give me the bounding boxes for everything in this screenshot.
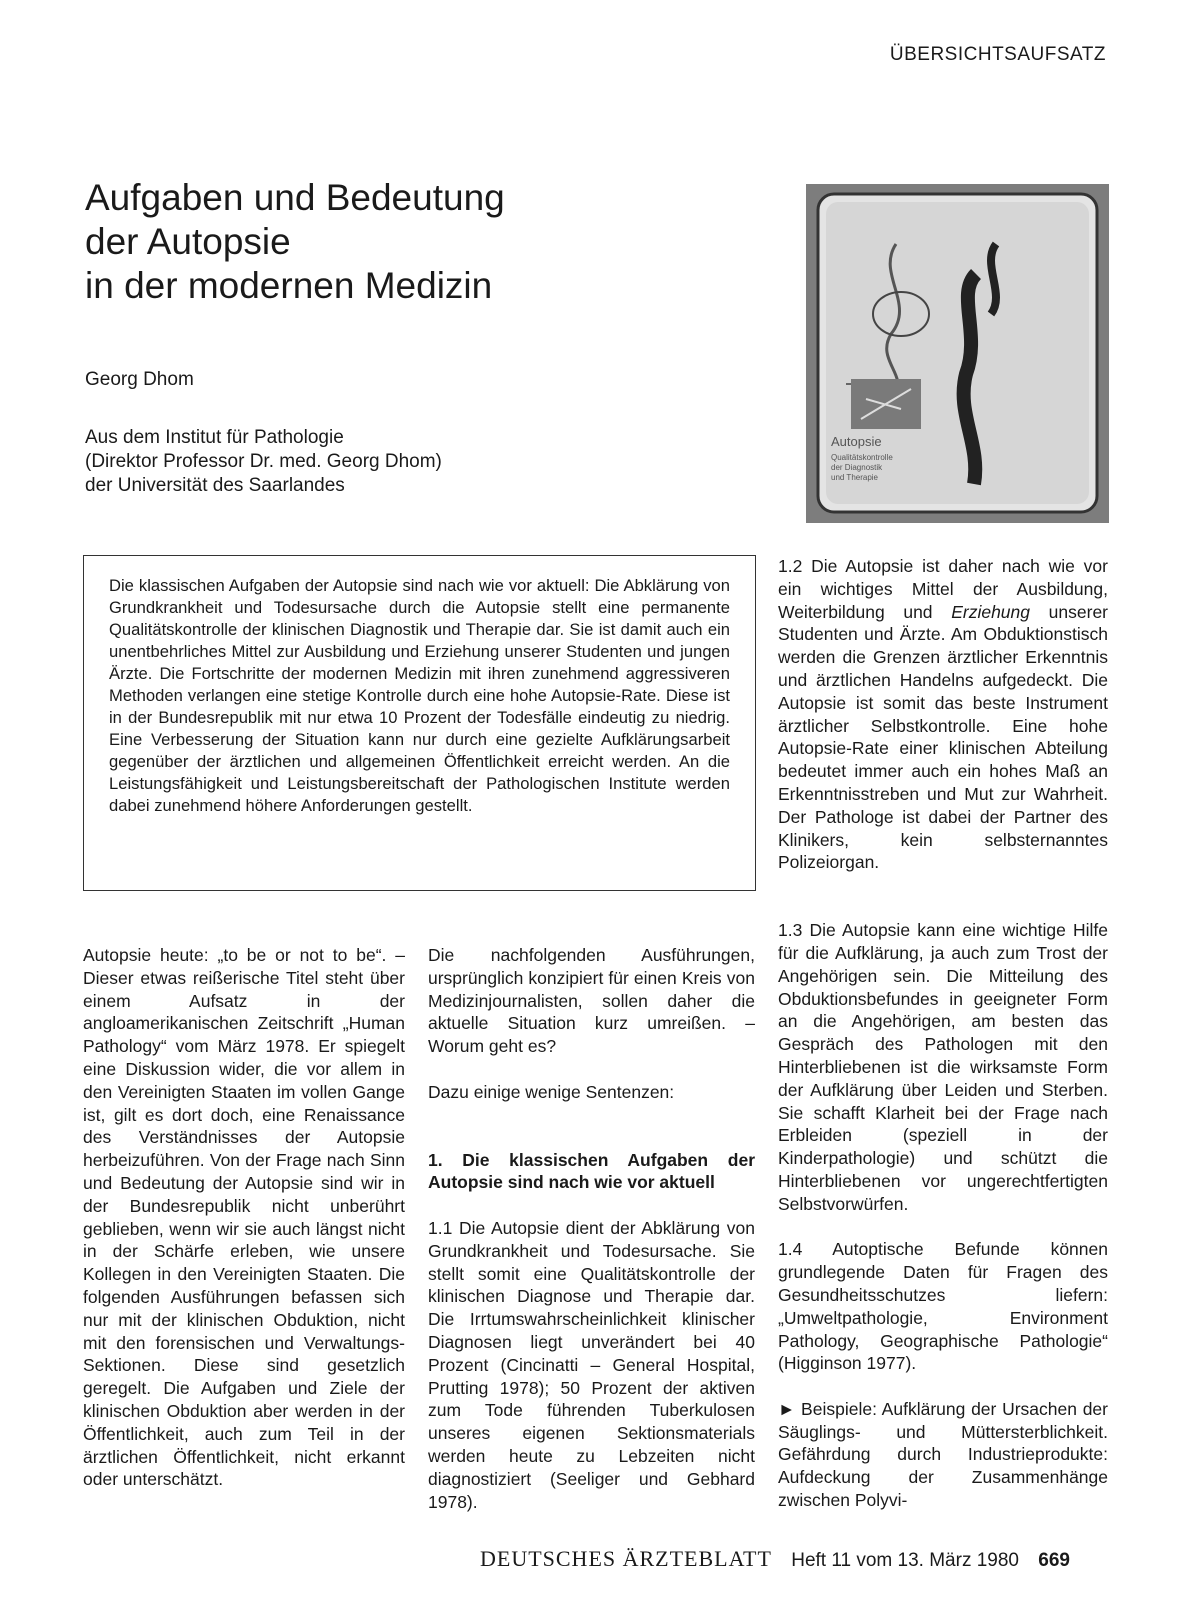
article-title: [85, 176, 705, 308]
title-line: in der modernen Medizin: [85, 265, 493, 306]
cover-subtitle-text: der Diagnostik: [831, 463, 883, 472]
paragraph-text: 1.2 Die Autopsie ist daher nach wie vor ein wichtiges Mittel der Ausbildung, Weiterbildung und: [778, 556, 1108, 622]
paragraph: Autopsie heute: „to be or not to be“. – Dieser etwas reißerische Titel steht über einem Aufsatz in der angloamerikanischen Zeitschrift „Human Pathology“ vom März 1978. Er spiegelt eine Diskussion wider, die vor allem in den Vereinigten Staaten im vollen Gange ist, gilt es dort doch, eine Renaissance des Verständnisses der Autopsie herbeizuführen. Von der Frage nach Sinn und Bedeutung der Autopsie sind wir in der Bundesrepublik nicht unberührt geblieben, wenn wir sie auch längst nicht in der Schärfe erleben, wie unsere Kollegen in den Vereinigten Staaten. Die folgenden Ausführungen befassen sich nur mit der klinischen Obduktion, nicht mit den forensischen und Verwaltungs-Sektionen. Diese sind gesetzlich geregelt. Die Aufgaben und Ziele der klinischen Obduktion aber werden in der Öffentlichkeit, auch zum Teil in der ärztlichen Öffentlichkeit, nicht erkannt oder unterschätzt.: [83, 945, 405, 1490]
journal-name: DEUTSCHES ÄRZTEBLATT: [480, 1546, 772, 1571]
issue-info: Heft 11 vom 13. März 1980: [791, 1550, 1019, 1571]
book-cover-image: [806, 184, 1109, 523]
cover-title-text: Autopsie: [831, 434, 882, 449]
title-line: der Autopsie: [85, 221, 291, 262]
cover-subtitle-text: Qualitätskontrolle: [831, 453, 893, 462]
paragraph: Dazu einige wenige Sentenzen:: [428, 1081, 675, 1102]
paragraph: [778, 1398, 1108, 1512]
affiliation-line: (Direktor Professor Dr. med. Georg Dhom): [85, 451, 442, 472]
paragraph: Die nachfolgenden Ausführungen, ursprünglich konzipiert für einen Kreis von Medizinjournalisten, sollen daher die aktuelle Situation kurz umreißen. – Worum geht es?: [428, 945, 755, 1057]
author-name: Georg Dhom: [85, 369, 194, 390]
column-right: [778, 555, 1108, 1512]
column-middle: [428, 944, 755, 1513]
title-line: Aufgaben und Bedeutung: [85, 177, 505, 218]
paragraph: [778, 555, 1108, 874]
paragraph-text: Beispiele: Aufklärung der Ursachen der Säuglings- und Müttersterblichkeit. Gefährdung durch Industrieprodukte: Aufdeckung der Zusammenhänge zwischen Polyvi-: [778, 1398, 1108, 1511]
column-left: [83, 944, 405, 1491]
paragraph-text: unserer Studenten und Ärzte. Am Obduktionstisch werden die Grenzen ärztlicher Erkenntnis und ärztlichen Handelns aufgedeckt. Die Autopsie ist somit das beste Instrument ärztlicher Selbstkontrolle. Eine hohe Autopsie-Rate einer klinischen Abteilung bedeutet immer auch ein hohes Maß an Erkenntnisstreben und Mut zur Wahrheit. Der Pathologe ist dabei der Partner des Klinikers, kein selbsternanntes Polizeiorgan.: [778, 601, 1109, 873]
abstract-box: [83, 555, 756, 891]
paragraph: 1.4 Autoptische Befunde können grundlegende Daten für Fragen des Gesundheitsschutzes liefern: „Umweltpathologie, Environment Pathology, Geographische Pathologie“ (Higginson 1977).: [778, 1239, 1108, 1374]
emphasis-text: Erziehung: [951, 601, 1031, 622]
affiliation: [85, 426, 605, 498]
section-heading: 1. Die klassischen Aufgaben der Autopsie sind nach wie vor aktuell: [428, 1149, 755, 1193]
affiliation-line: der Universität des Saarlandes: [85, 475, 345, 496]
paragraph: 1.3 Die Autopsie kann eine wichtige Hilfe für die Aufklärung, ja auch zum Trost der Angehörigen sein. Die Mitteilung des Obduktionsbefundes in geeigneter Form an die Angehörigen, am besten das Gespräch des Pathologen mit den Hinterbliebenen ist die wirksamste Form der Aufklärung über Leiden und Sterben. Sie schafft Klarheit bei der Frage nach Erbleiden (speziell in der Kinderpathologie) und schützt die Hinterbliebenen vor ungerechtfertigten Selbstvorwürfen.: [778, 920, 1108, 1214]
page-footer: [480, 1546, 1110, 1572]
section-label: ÜBERSICHTSAUFSATZ: [889, 44, 1106, 65]
abstract-text: Die klassischen Aufgaben der Autopsie sind nach wie vor aktuell: Die Abklärung von Grundkrankheit und Todesursache durch die Autopsie stellt eine permanente Qualitätskontrolle der klinischen Diagnostik und Therapie dar. Sie ist damit auch ein unentbehrliches Mittel zur Ausbildung und Erziehung unserer Studenten und jungen Ärzte. Die Fortschritte der modernen Medizin mit ihren zunehmend aggressiveren Methoden verlangen eine stetige Kontrolle durch eine hohe Autopsie-Rate. Diese ist in der Bundesrepublik mit nur etwa 10 Prozent der Todesfälle eindeutig zu niedrig. Eine Verbesserung der Situation kann nur durch eine gezielte Aufklärungsarbeit gegenüber der ärztlichen und allgemeinen Öffentlichkeit erreicht werden. An die Leistungsfähigkeit und Leistungsbereitschaft der Pathologischen Institute werden dabei zunehmend höhere Anforderungen gestellt.: [109, 576, 730, 815]
affiliation-line: Aus dem Institut für Pathologie: [85, 427, 344, 448]
page-number: 669: [1038, 1550, 1070, 1571]
bullet-icon: ►: [778, 1398, 796, 1419]
paragraph: 1.1 Die Autopsie dient der Abklärung von Grundkrankheit und Todesursache. Sie stellt somit eine Qualitätskontrolle der klinischen Diagnose und Therapie dar. Die Irrtumswahrscheinlichkeit klinischer Diagnosen liegt unverändert bei 40 Prozent (Cincinatti – General Hospital, Prutting 1978); 50 Prozent der aktiven zum Tode führenden Tuberkulosen unseres eigenen Sektionsmaterials werden heute zu Lebzeiten nicht diagnostiziert (Seeliger und Gebhard 1978).: [428, 1217, 755, 1512]
cover-subtitle-text: und Therapie: [831, 473, 878, 482]
